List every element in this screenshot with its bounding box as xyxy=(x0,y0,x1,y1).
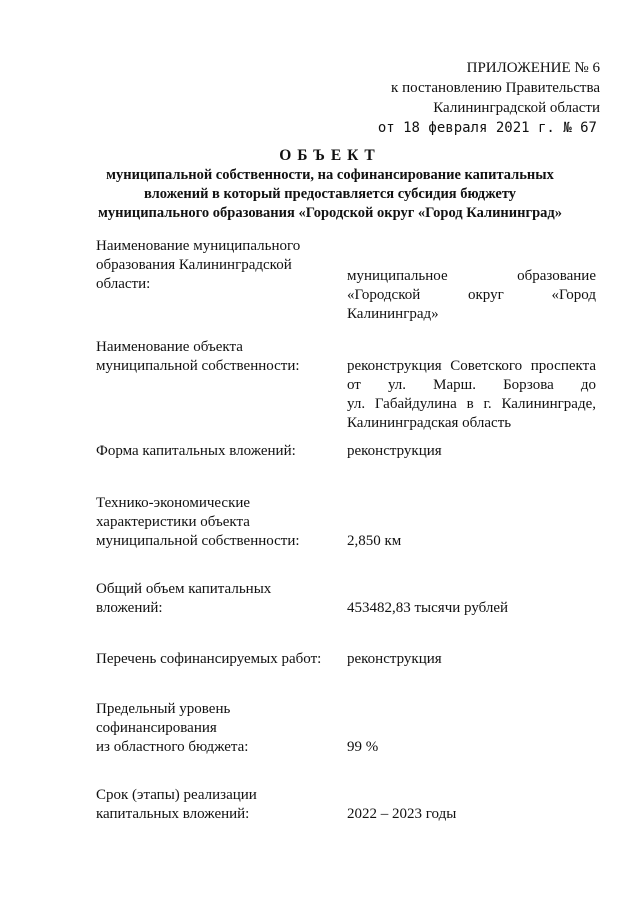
field-value xyxy=(347,267,596,324)
label-line: муниципальной собственности: xyxy=(96,358,300,374)
field-value xyxy=(347,442,596,461)
field-label xyxy=(96,442,331,461)
title-subline-1: муниципальной собственности, на софинансирование капитальных xyxy=(106,167,554,183)
field-label xyxy=(96,237,331,294)
field-value xyxy=(347,532,596,551)
document-title xyxy=(60,146,600,223)
label-line: Перечень софинансируемых работ: xyxy=(96,651,322,667)
appendix-number: ПРИЛОЖЕНИЕ № 6 xyxy=(466,60,600,76)
label-line: характеристики объекта xyxy=(96,514,250,530)
value-line: 99 % xyxy=(347,739,379,755)
title-main: ОБЪЕКТ xyxy=(279,147,381,164)
field-value xyxy=(347,738,596,757)
label-line: Технико-экономические xyxy=(96,495,251,511)
appendix-reference-line-2: Калининградской области xyxy=(433,100,600,116)
label-line: Форма капитальных вложений: xyxy=(96,443,296,459)
label-line: образования Калининградской xyxy=(96,257,292,273)
field-label xyxy=(96,494,331,551)
field-label xyxy=(96,580,331,618)
value-line: 2022 – 2023 годы xyxy=(347,806,457,822)
value-line: от ул. Марш. Борзова до xyxy=(347,377,596,393)
value-line: Калининград» xyxy=(347,306,439,322)
field-value xyxy=(347,650,596,669)
appendix-date-line: от 18 февраля 2021 г. № 67 xyxy=(377,120,597,136)
value-line: реконструкция Советского проспекта xyxy=(347,358,596,374)
label-line: Предельный уровень xyxy=(96,701,231,717)
label-line: Общий объем капитальных xyxy=(96,581,272,597)
value-line: «Городской округ «Город xyxy=(347,287,596,303)
field-value xyxy=(347,357,596,433)
label-line: Наименование объекта xyxy=(96,339,243,355)
label-line: муниципальной собственности: xyxy=(96,533,300,549)
value-line: 453482,83 тысячи рублей xyxy=(347,600,509,616)
field-label xyxy=(96,650,331,669)
label-line: Наименование муниципального xyxy=(96,238,301,254)
label-line: капитальных вложений: xyxy=(96,806,250,822)
title-subline-3: муниципального образования «Городской округ «Город Калининград» xyxy=(98,205,562,221)
value-line: 2,850 км xyxy=(347,533,402,549)
field-label xyxy=(96,786,331,824)
label-line: области: xyxy=(96,276,151,292)
title-subline-2: вложений в который предоставляется субсидия бюджету xyxy=(143,186,517,202)
label-line: из областного бюджета: xyxy=(96,739,249,755)
label-line: софинансирования xyxy=(96,720,217,736)
value-line: ул. Габайдулина в г. Калининграде, xyxy=(347,396,596,412)
value-line: Калининградская область xyxy=(347,415,512,431)
field-label xyxy=(96,338,331,376)
field-value xyxy=(347,805,596,824)
field-label xyxy=(96,700,331,757)
field-value xyxy=(347,599,596,618)
value-line: муниципальное образование xyxy=(347,268,596,284)
value-line: реконструкция xyxy=(347,443,442,459)
value-line: реконструкция xyxy=(347,651,442,667)
appendix-reference-line-1: к постановлению Правительства xyxy=(391,80,600,96)
appendix-header xyxy=(378,58,600,138)
label-line: вложений: xyxy=(96,600,163,616)
label-line: Срок (этапы) реализации xyxy=(96,787,257,803)
